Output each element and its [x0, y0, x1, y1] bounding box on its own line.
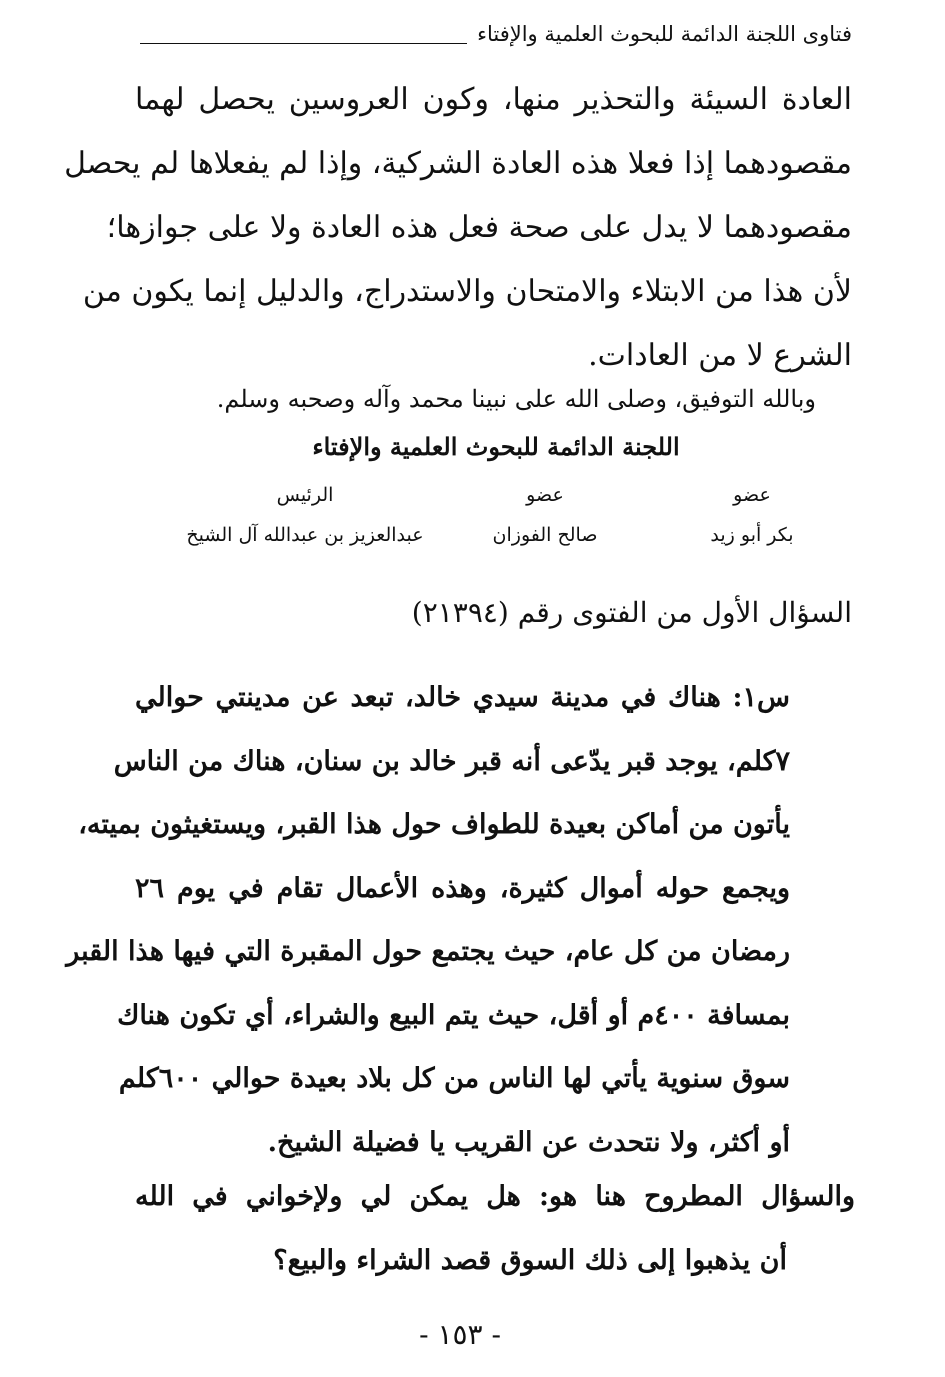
signatory-name: بكر أبو زيد	[710, 524, 794, 546]
text-line: ٧كلم، يوجد قبر يدّعى أنه قبر خالد بن سنان، هناك من الناس	[113, 745, 790, 777]
answer-paragraph	[64, 68, 852, 388]
question-paragraph	[66, 666, 790, 1174]
text-line: والسؤال المطروح هنا هو: هل يمكن لي ولإخواني في الله	[135, 1181, 855, 1212]
signatory-role: عضو	[733, 484, 771, 506]
question-title: السؤال الأول من الفتوى رقم (٢١٣٩٤)	[411, 596, 852, 629]
text-line: مقصودهما لا يدل على صحة فعل هذه العادة ولا على جوازها؛	[106, 210, 852, 245]
text-line: أو أكثر، ولا نتحدث عن القريب يا فضيلة الشيخ.	[267, 1126, 790, 1158]
text-line: الشرع لا من العادات.	[588, 338, 852, 373]
text-line: بمسافة ٤٠٠م أو أقل، حيث يتم البيع والشراء، أي تكون هناك	[117, 999, 790, 1031]
signatory-role: عضو	[526, 484, 564, 506]
signatory-name: عبدالعزيز بن عبدالله آل الشيخ	[186, 524, 424, 546]
running-title: فتاوى اللجنة الدائمة للبحوث العلمية والإفتاء	[477, 22, 852, 46]
text-line: أن يذهبوا إلى ذلك السوق قصد الشراء والبيع؟	[273, 1245, 787, 1276]
header-rule	[140, 43, 467, 44]
closing-formula: وبالله التوفيق، وصلى الله على نبينا محمد وآله وصحبه وسلم.	[216, 385, 816, 413]
signatory-member-1	[672, 484, 832, 546]
text-line: سوق سنوية يأتي لها الناس من كل بلاد بعيدة حوالي ٦٠٠كلم	[118, 1063, 790, 1094]
text-line: رمضان من كل عام، حيث يجتمع حول المقبرة التي فيها هذا القبر	[66, 936, 790, 967]
text-line: يأتون من أماكن بعيدة للطواف حول هذا القبر، ويستغيثون بميته،	[78, 809, 790, 840]
signatory-president	[170, 484, 440, 546]
text-line: لأن هذا من الابتلاء والامتحان والاستدراج، والدليل إنما يكون من	[82, 274, 852, 309]
page-number: - ١٥٣ -	[419, 1318, 501, 1351]
signatory-role: الرئيس	[276, 484, 334, 506]
signatory-name: صالح الفوزان	[492, 524, 598, 546]
signatory-member-2	[455, 484, 635, 546]
text-line: العادة السيئة والتحذير منها، وكون العروسين يحصل لهما	[135, 82, 852, 117]
text-line: ويجمع حوله أموال كثيرة، وهذه الأعمال تقام في يوم ٢٦	[135, 872, 790, 904]
text-line: مقصودهما إذا فعلا هذه العادة الشركية، وإذا لم يفعلاها لم يحصل	[64, 146, 852, 181]
followup-paragraph	[135, 1165, 855, 1293]
text-line: س١: هناك في مدينة سيدي خالد، تبعد عن مدينتي حوالي	[135, 682, 790, 713]
running-header	[140, 14, 852, 50]
committee-name: اللجنة الدائمة للبحوث العلمية والإفتاء	[312, 432, 680, 461]
